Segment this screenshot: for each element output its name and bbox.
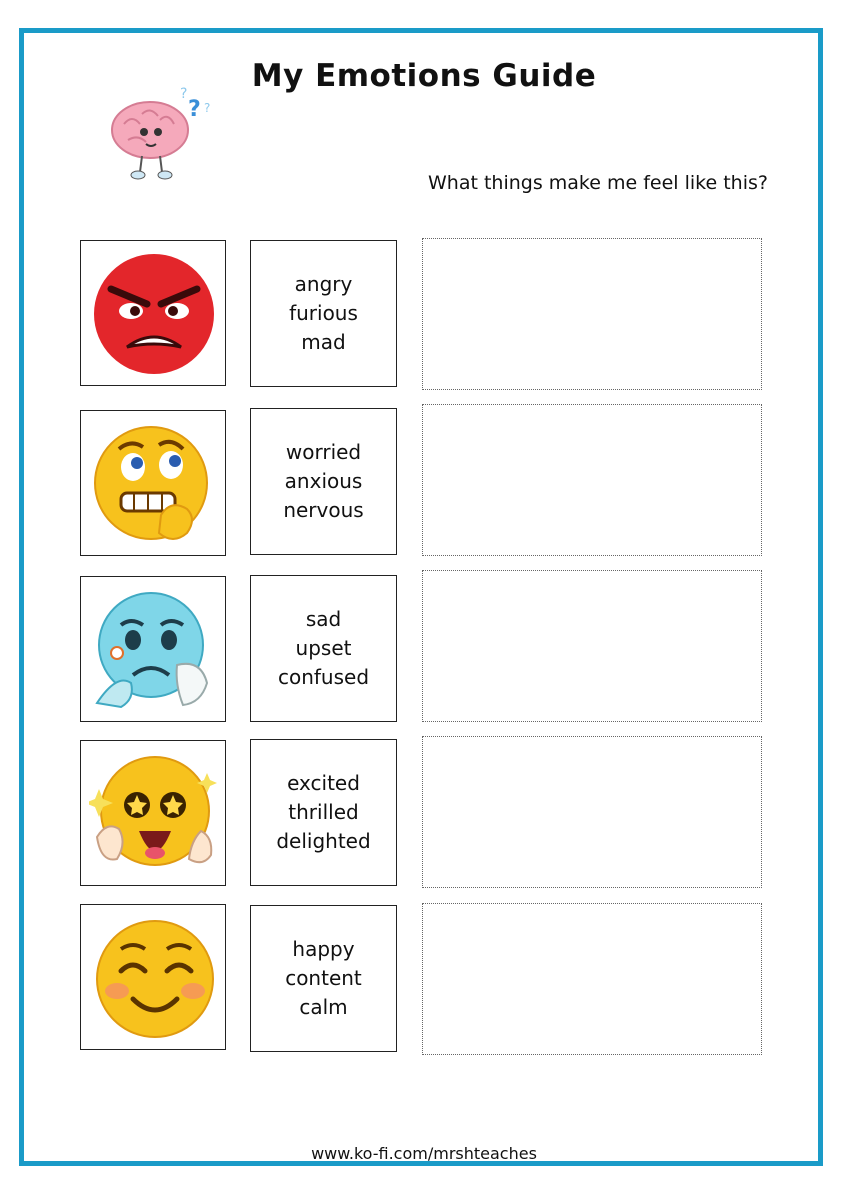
writing-box-worried[interactable] bbox=[422, 404, 762, 556]
brain-mascot-icon bbox=[104, 84, 224, 184]
writing-box-excited[interactable] bbox=[422, 736, 762, 888]
angry-face-icon bbox=[89, 249, 219, 379]
emoji-card-happy bbox=[80, 904, 226, 1050]
writing-box-angry[interactable] bbox=[422, 238, 762, 390]
emotion-word: nervous bbox=[283, 498, 364, 522]
svg-text:?: ? bbox=[204, 101, 211, 115]
emotion-word: upset bbox=[295, 636, 352, 660]
svg-text:?: ? bbox=[180, 86, 188, 102]
emotion-word: delighted bbox=[276, 829, 371, 853]
smiling-face-icon bbox=[89, 913, 219, 1043]
emotion-words-angry bbox=[250, 240, 397, 387]
emotion-word: worried bbox=[285, 440, 362, 464]
writing-box-sad[interactable] bbox=[422, 570, 762, 722]
emoji-card-sad bbox=[80, 576, 226, 722]
svg-text:?: ? bbox=[188, 97, 201, 122]
emotion-word: sad bbox=[305, 607, 342, 631]
emotion-word: anxious bbox=[284, 469, 363, 493]
writing-box-happy[interactable] bbox=[422, 903, 762, 1055]
emotion-word: content bbox=[285, 966, 362, 990]
emotion-word: furious bbox=[289, 301, 358, 325]
emoji-card-angry bbox=[80, 240, 226, 386]
emotion-words-sad bbox=[250, 575, 397, 722]
page-title: My Emotions Guide bbox=[251, 58, 597, 94]
emotion-word: happy bbox=[292, 937, 355, 961]
emotion-words-excited bbox=[250, 739, 397, 886]
worried-face-icon bbox=[89, 419, 219, 549]
emoji-card-excited bbox=[80, 740, 226, 886]
emotion-word: excited bbox=[287, 771, 360, 795]
emotion-word: angry bbox=[294, 272, 353, 296]
crying-face-icon bbox=[89, 585, 219, 715]
prompt-heading: What things make me feel like this? bbox=[428, 172, 768, 194]
emotion-words-happy bbox=[250, 905, 397, 1052]
emotion-word: thrilled bbox=[288, 800, 359, 824]
emotion-word: confused bbox=[277, 665, 370, 689]
emotion-word: mad bbox=[301, 330, 346, 354]
emoji-card-worried bbox=[80, 410, 226, 556]
star-struck-face-icon bbox=[89, 749, 219, 879]
emotion-word: calm bbox=[299, 995, 348, 1019]
emotion-words-worried bbox=[250, 408, 397, 555]
footer-link[interactable]: www.ko-fi.com/mrshteaches bbox=[311, 1144, 537, 1163]
